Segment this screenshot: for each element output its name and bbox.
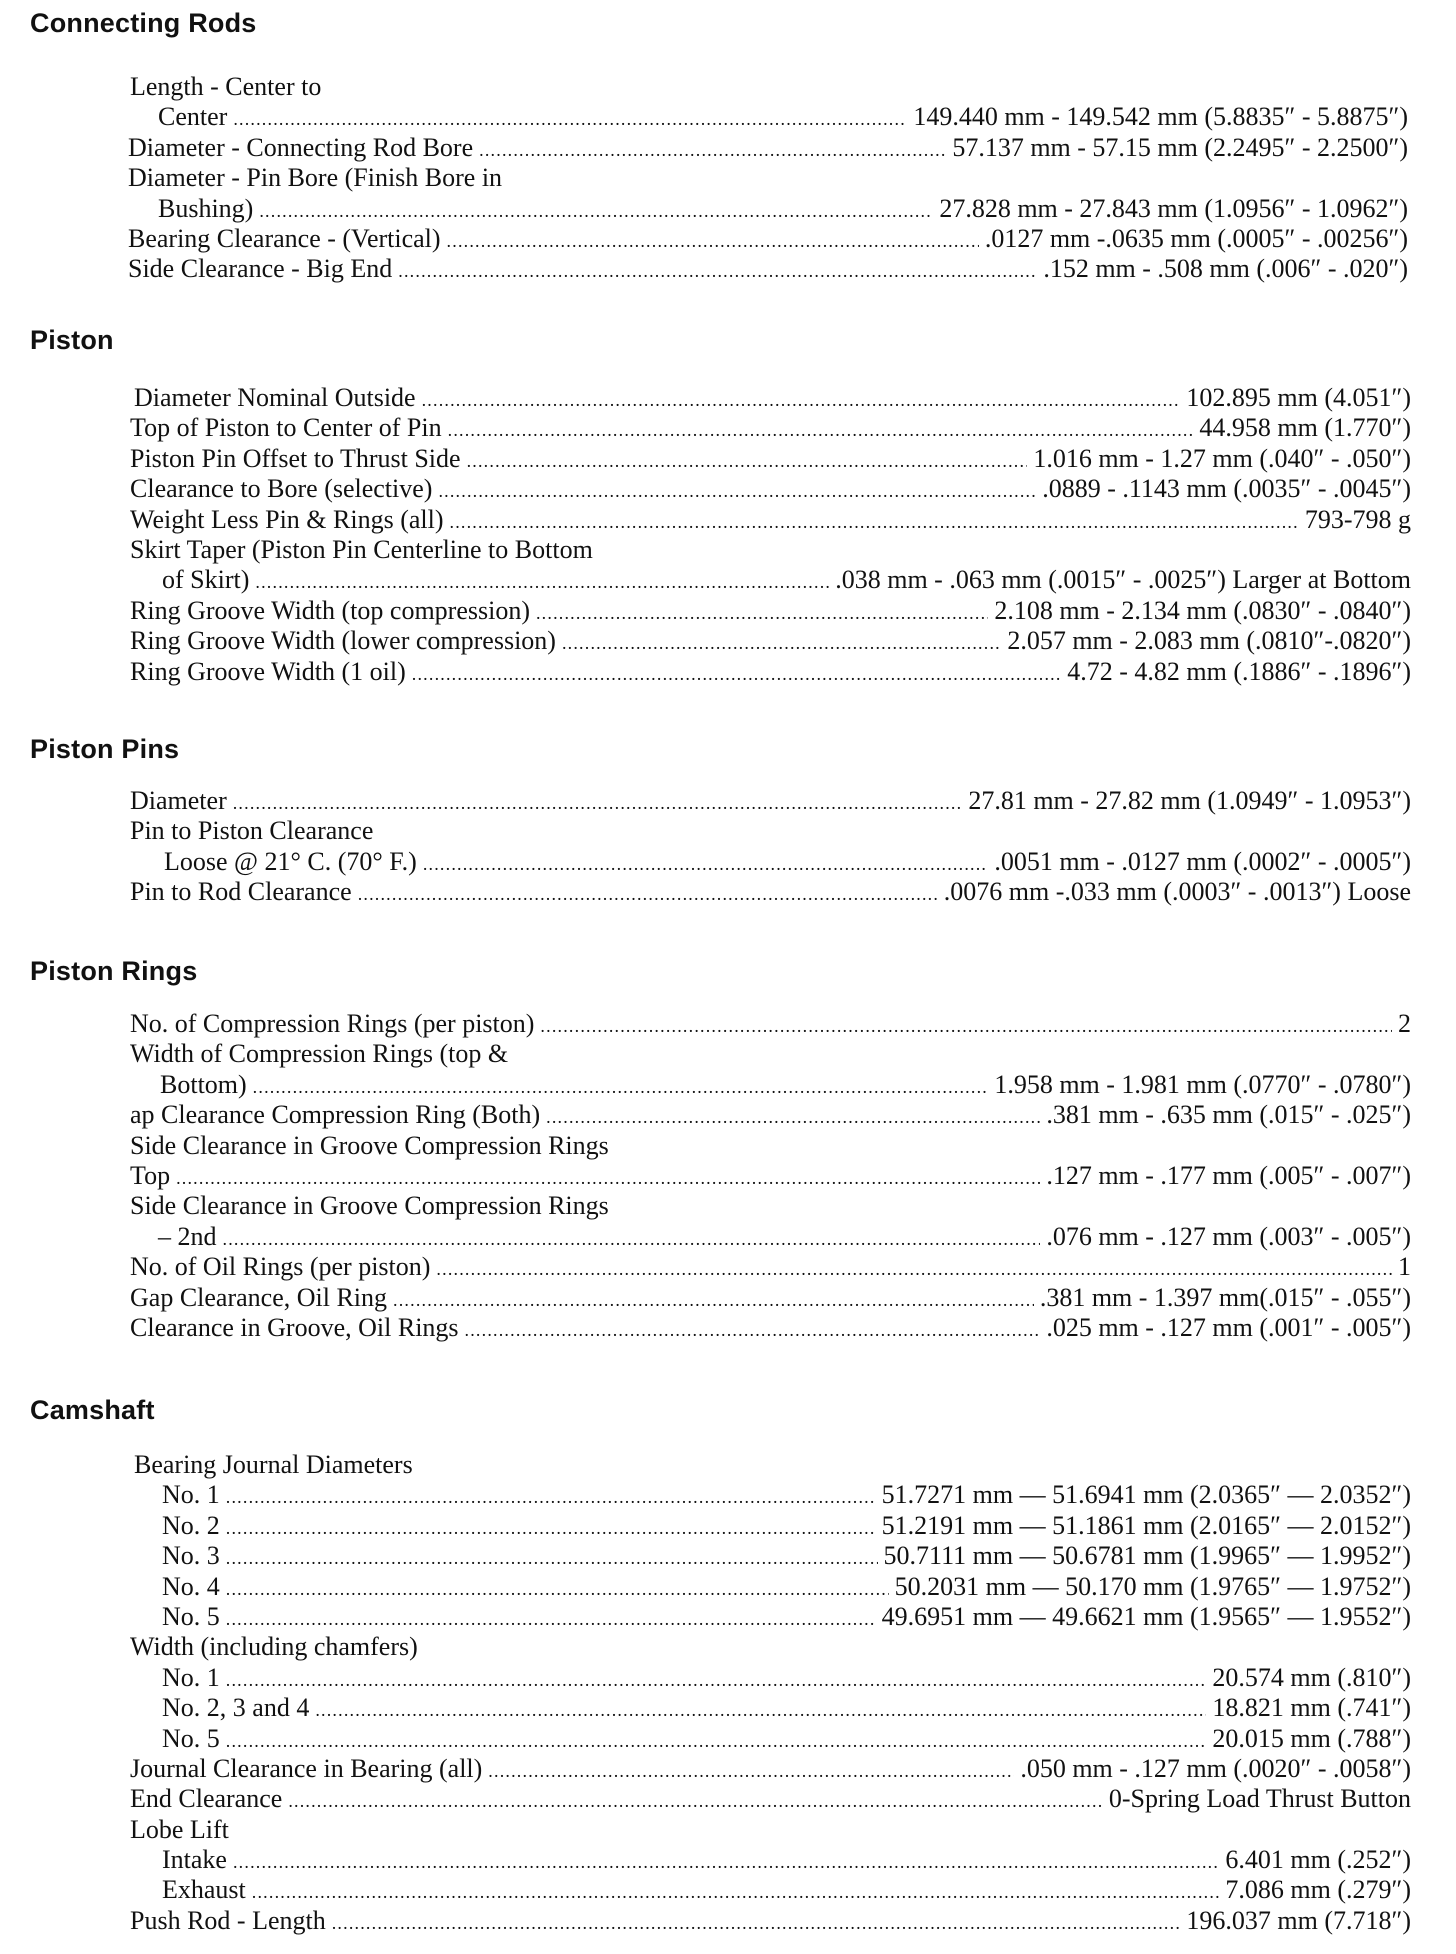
- leader-dots: [223, 1224, 1041, 1254]
- spec-row: [162, 1663, 1411, 1693]
- spec-value: 7.086 mm (.279″): [1225, 1875, 1411, 1905]
- spec-label: Length - Center to: [130, 72, 322, 101]
- spec-row: [128, 163, 1408, 193]
- spec-list: [0, 786, 1456, 908]
- spec-label: Top: [130, 1160, 171, 1190]
- spec-label: Width (including chamfers): [130, 1632, 418, 1662]
- spec-list: [0, 72, 1456, 285]
- spec-value: .0076 mm -.033 mm (.0003″ - .0013″) Loose: [943, 877, 1411, 907]
- leader-dots: [226, 1726, 1207, 1756]
- spec-label: No. 5: [162, 1601, 220, 1631]
- leader-dots: [536, 598, 988, 628]
- spec-value: 51.7271 mm — 51.6941 mm (2.0365″ — 2.0352″): [881, 1480, 1411, 1510]
- spec-label: Push Rod - Length: [130, 1905, 326, 1935]
- section-title: Piston: [30, 325, 114, 355]
- spec-row: [130, 413, 1411, 443]
- leader-dots: [358, 879, 938, 909]
- leader-dots: [546, 1102, 1040, 1132]
- spec-row: [162, 1724, 1411, 1754]
- spec-value: 1.958 mm - 1.981 mm (.0770″ - .0780″): [994, 1069, 1411, 1099]
- spec-row: [130, 1039, 1411, 1069]
- spec-label: Side Clearance - Big End: [128, 254, 393, 284]
- spec-row: [162, 1480, 1411, 1510]
- spec-label: Loose @ 21° C. (70° F.): [164, 846, 417, 876]
- leader-dots: [233, 104, 907, 134]
- leader-dots: [226, 1665, 1207, 1695]
- spec-value: 6.401 mm (.252″): [1225, 1845, 1411, 1875]
- leader-dots: [423, 849, 988, 879]
- leader-dots: [398, 256, 1037, 286]
- spec-label: Pin to Piston Clearance: [130, 816, 374, 846]
- spec-value: 1: [1398, 1252, 1411, 1282]
- leader-dots: [412, 659, 1061, 689]
- spec-label: Exhaust: [162, 1875, 246, 1905]
- spec-row: [164, 847, 1411, 877]
- spec-value: .025 mm - .127 mm (.001″ - .005″): [1046, 1312, 1411, 1342]
- spec-row: [130, 816, 1411, 846]
- spec-value: 51.2191 mm — 51.1861 mm (2.0165″ — 2.0152″): [881, 1510, 1411, 1540]
- spec-value: .076 mm - .127 mm (.003″ - .005″): [1046, 1221, 1411, 1251]
- spec-row: [130, 1815, 1411, 1845]
- spec-label: Gap Clearance, Oil Ring: [130, 1282, 388, 1312]
- spec-row: [130, 505, 1411, 535]
- spec-row: [130, 535, 1411, 565]
- leader-dots: [447, 226, 979, 256]
- spec-row: [158, 102, 1408, 132]
- leader-dots: [233, 1847, 1219, 1877]
- spec-label: Piston Pin Offset to Thrust Side: [130, 443, 461, 473]
- spec-label: Ring Groove Width (lower compression): [130, 626, 556, 656]
- spec-value: 20.574 mm (.810″): [1212, 1662, 1411, 1692]
- spec-value: 27.828 mm - 27.843 mm (1.0956″ - 1.0962″): [939, 193, 1408, 223]
- spec-label: Side Clearance in Groove Compression Rings: [130, 1130, 609, 1160]
- leader-dots: [253, 1072, 989, 1102]
- leader-dots: [226, 1482, 876, 1512]
- leader-dots: [332, 1908, 1181, 1938]
- spec-row: [162, 1845, 1411, 1875]
- spec-value: .381 mm - .635 mm (.015″ - .025″): [1046, 1100, 1411, 1130]
- spec-label: No. of Compression Rings (per piston): [130, 1009, 535, 1038]
- spec-row: [130, 1252, 1411, 1282]
- spec-label: Ring Groove Width (top compression): [130, 595, 530, 625]
- spec-row: [130, 1784, 1411, 1814]
- spec-value: 793-798 g: [1304, 504, 1411, 534]
- spec-label: Diameter - Connecting Rod Bore: [128, 132, 474, 162]
- spec-row: [134, 383, 1411, 413]
- leader-dots: [226, 1513, 876, 1543]
- spec-row: [134, 1450, 1411, 1480]
- spec-label: No. 3: [162, 1541, 220, 1571]
- spec-row: [130, 72, 1410, 102]
- leader-dots: [259, 196, 933, 226]
- spec-row: [130, 657, 1411, 687]
- spec-value: 18.821 mm (.741″): [1212, 1693, 1411, 1723]
- spec-label: Side Clearance in Groove Compression Rings: [130, 1191, 609, 1221]
- section-title: Piston Pins: [30, 734, 180, 764]
- leader-dots: [255, 567, 829, 597]
- spec-value: 0-Spring Load Thrust Button: [1108, 1784, 1411, 1814]
- spec-value: 102.895 mm (4.051″): [1186, 383, 1411, 412]
- spec-row: [130, 1283, 1411, 1313]
- spec-value: 2: [1398, 1009, 1411, 1038]
- leader-dots: [252, 1877, 1220, 1907]
- spec-row: [130, 1906, 1411, 1936]
- spec-row: [128, 254, 1408, 284]
- spec-value: .381 mm - 1.397 mm(.015″ - .055″): [1039, 1282, 1411, 1312]
- spec-label: Ring Groove Width (1 oil): [130, 656, 406, 686]
- spec-value: 1.016 mm - 1.27 mm (.040″ - .050″): [1033, 443, 1411, 473]
- section-title: Camshaft: [30, 1395, 155, 1425]
- spec-row: [130, 1009, 1411, 1039]
- spec-label: – 2nd: [158, 1221, 217, 1251]
- leader-dots: [450, 507, 1299, 537]
- spec-label: Diameter: [130, 786, 227, 815]
- spec-list: [0, 1450, 1456, 1936]
- spec-row: [130, 1191, 1411, 1221]
- spec-label: No. 2, 3 and 4: [162, 1693, 310, 1723]
- spec-row: [128, 133, 1408, 163]
- spec-label: Diameter Nominal Outside: [134, 383, 416, 412]
- spec-label: No. 5: [162, 1723, 220, 1753]
- spec-row: [130, 596, 1411, 626]
- spec-row: [130, 626, 1411, 656]
- spec-label: Bearing Journal Diameters: [134, 1450, 413, 1479]
- spec-row: [158, 1222, 1411, 1252]
- leader-dots: [226, 1543, 878, 1573]
- spec-row: [162, 565, 1411, 595]
- spec-label: Center: [158, 102, 228, 132]
- leader-dots: [315, 1695, 1206, 1725]
- spec-label: Clearance in Groove, Oil Rings: [130, 1312, 459, 1342]
- spec-label: Pin to Rod Clearance: [130, 877, 352, 907]
- spec-value: 149.440 mm - 149.542 mm (5.8835″ - 5.8875″): [913, 102, 1408, 132]
- leader-dots: [176, 1163, 1040, 1193]
- section-title: Piston Rings: [30, 956, 198, 986]
- spec-row: [128, 224, 1408, 254]
- spec-value: .127 mm - .177 mm (.005″ - .007″): [1046, 1160, 1411, 1190]
- spec-value: 4.72 - 4.82 mm (.1886″ - .1896″): [1067, 656, 1411, 686]
- spec-row: [130, 1161, 1411, 1191]
- spec-label: Skirt Taper (Piston Pin Centerline to Bottom: [130, 534, 593, 564]
- spec-value: .050 mm - .127 mm (.0020″ - .0058″): [1020, 1753, 1411, 1783]
- spec-row: [130, 444, 1411, 474]
- leader-dots: [479, 135, 946, 165]
- spec-label: No. 1: [162, 1480, 220, 1510]
- leader-dots: [465, 1315, 1041, 1345]
- spec-row: [130, 1313, 1411, 1343]
- leader-dots: [393, 1285, 1034, 1315]
- spec-label: Journal Clearance in Bearing (all): [130, 1753, 483, 1783]
- spec-label: Clearance to Bore (selective): [130, 474, 433, 504]
- spec-row: [158, 194, 1408, 224]
- spec-label: Lobe Lift: [130, 1814, 229, 1844]
- leader-dots: [226, 1604, 876, 1634]
- spec-row: [130, 474, 1411, 504]
- leader-dots: [540, 1011, 1392, 1041]
- spec-value: 20.015 mm (.788″): [1212, 1723, 1411, 1753]
- spec-row: [130, 1131, 1411, 1161]
- leader-dots: [488, 1756, 1014, 1786]
- spec-row: [130, 786, 1411, 816]
- spec-row: [162, 1511, 1411, 1541]
- spec-value: 196.037 mm (7.718″): [1186, 1905, 1411, 1935]
- spec-label: Bushing): [158, 193, 254, 223]
- spec-value: 2.057 mm - 2.083 mm (.0810″-.0820″): [1007, 626, 1411, 656]
- leader-dots: [226, 1574, 889, 1604]
- spec-label: Top of Piston to Center of Pin: [130, 413, 442, 443]
- leader-dots: [422, 385, 1181, 415]
- section-title: Connecting Rods: [30, 8, 257, 38]
- spec-label: No. 1: [162, 1662, 220, 1692]
- spec-label: Intake: [162, 1845, 227, 1875]
- spec-value: .0889 - .1143 mm (.0035″ - .0045″): [1042, 474, 1411, 504]
- spec-list: [0, 383, 1456, 687]
- spec-label: No. of Oil Rings (per piston): [130, 1252, 431, 1282]
- spec-value: 44.958 mm (1.770″): [1199, 413, 1411, 443]
- spec-row: [130, 1754, 1411, 1784]
- spec-value: .0127 mm -.0635 mm (.0005″ - .00256″): [984, 223, 1408, 253]
- spec-label: No. 4: [162, 1571, 220, 1601]
- spec-value: .038 mm - .063 mm (.0015″ - .0025″) Larger at Bottom: [835, 565, 1411, 595]
- leader-dots: [233, 788, 963, 818]
- leader-dots: [448, 415, 1194, 445]
- spec-list: [0, 1009, 1456, 1343]
- spec-row: [130, 877, 1411, 907]
- spec-value: 27.81 mm - 27.82 mm (1.0949″ - 1.0953″): [968, 786, 1411, 815]
- spec-row: [162, 1693, 1411, 1723]
- spec-label: Bottom): [160, 1069, 247, 1099]
- leader-dots: [436, 1254, 1392, 1284]
- spec-label: ap Clearance Compression Ring (Both): [130, 1100, 541, 1130]
- spec-value: 49.6951 mm — 49.6621 mm (1.9565″ — 1.9552″): [881, 1601, 1411, 1631]
- spec-row: [162, 1541, 1411, 1571]
- spec-row: [160, 1070, 1411, 1100]
- spec-label: End Clearance: [130, 1784, 283, 1814]
- spec-label: of Skirt): [162, 565, 250, 595]
- spec-row: [162, 1875, 1411, 1905]
- spec-row: [162, 1572, 1411, 1602]
- leader-dots: [562, 628, 1001, 658]
- spec-row: [162, 1602, 1411, 1632]
- leader-dots: [438, 476, 1036, 506]
- spec-value: 50.7111 mm — 50.6781 mm (1.9965″ — 1.9952″): [883, 1541, 1411, 1571]
- spec-value: .0051 mm - .0127 mm (.0002″ - .0005″): [994, 846, 1411, 876]
- spec-value: 2.108 mm - 2.134 mm (.0830″ - .0840″): [994, 595, 1411, 625]
- spec-row: [130, 1100, 1411, 1130]
- leader-dots: [288, 1786, 1103, 1816]
- spec-label: Width of Compression Rings (top &: [130, 1039, 509, 1069]
- spec-label: No. 2: [162, 1510, 220, 1540]
- spec-value: 50.2031 mm — 50.170 mm (1.9765″ — 1.9752″): [894, 1571, 1411, 1601]
- spec-value: 57.137 mm - 57.15 mm (2.2495″ - 2.2500″): [952, 132, 1408, 162]
- spec-value: .152 mm - .508 mm (.006″ - .020″): [1043, 254, 1408, 284]
- spec-label: Diameter - Pin Bore (Finish Bore in: [128, 163, 503, 193]
- spec-label: Bearing Clearance - (Vertical): [128, 223, 441, 253]
- leader-dots: [467, 446, 1028, 476]
- spec-label: Weight Less Pin & Rings (all): [130, 504, 444, 534]
- spec-row: [130, 1632, 1411, 1662]
